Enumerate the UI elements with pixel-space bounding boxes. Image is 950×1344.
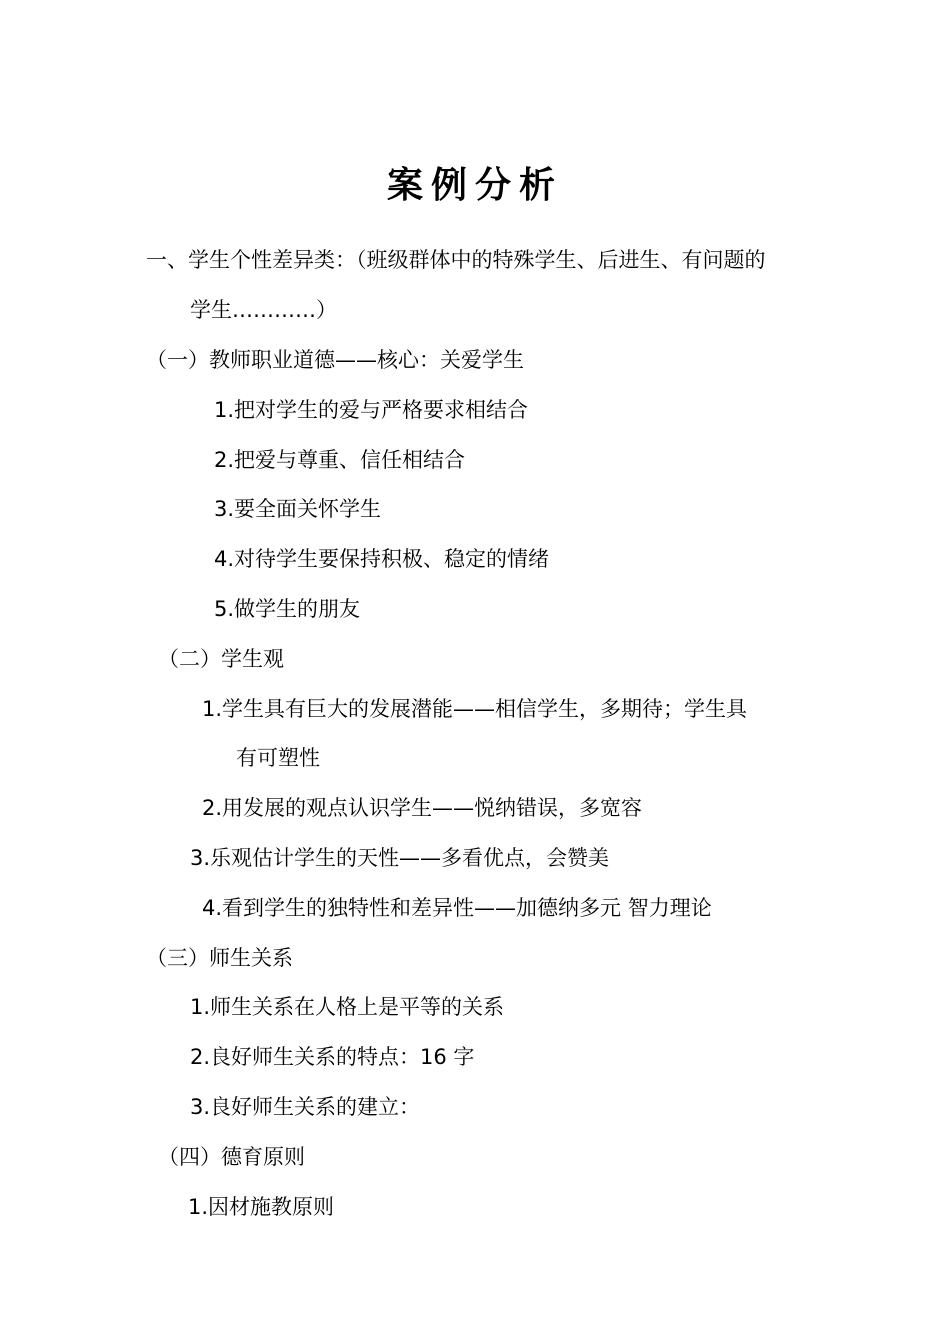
subsection-heading-3: （三）师生关系 bbox=[146, 946, 293, 970]
document-title: 案例分析 bbox=[386, 164, 563, 206]
list-item: 3.乐观估计学生的天性——多看优点，会赞美 bbox=[190, 846, 610, 870]
list-item: 2.把爱与尊重、信任相结合 bbox=[214, 448, 466, 472]
section-heading-1-continuation: 学生…………） bbox=[190, 298, 337, 322]
list-item: 1.因材施教原则 bbox=[188, 1195, 335, 1219]
list-item: 4.对待学生要保持积极、稳定的情绪 bbox=[214, 547, 550, 571]
section-heading-1: 一、学生个性差异类：（班级群体中的特殊学生、后进生、有问题的 bbox=[146, 248, 766, 272]
subsection-heading-4: （四）德育原则 bbox=[158, 1145, 305, 1169]
subsection-heading-2: （二）学生观 bbox=[158, 647, 284, 671]
list-item: 1.师生关系在人格上是平等的关系 bbox=[190, 995, 505, 1019]
subsection-heading-1: （一）教师职业道德——核心：关爱学生 bbox=[146, 348, 524, 372]
list-item: 5.做学生的朋友 bbox=[214, 597, 361, 621]
list-item-continuation: 有可塑性 bbox=[236, 746, 320, 770]
list-item: 3.良好师生关系的建立： bbox=[190, 1095, 421, 1119]
list-item: 1.学生具有巨大的发展潜能——相信学生，多期待；学生具 bbox=[202, 697, 748, 721]
list-item: 2.良好师生关系的特点：16 字 bbox=[190, 1045, 475, 1069]
list-item: 1.把对学生的爱与严格要求相结合 bbox=[214, 398, 529, 422]
list-item: 3.要全面关怀学生 bbox=[214, 497, 382, 521]
list-item: 4.看到学生的独特性和差异性——加德纳多元 智力理论 bbox=[202, 896, 712, 920]
list-item: 2.用发展的观点认识学生——悦纳错误，多宽容 bbox=[202, 796, 643, 820]
